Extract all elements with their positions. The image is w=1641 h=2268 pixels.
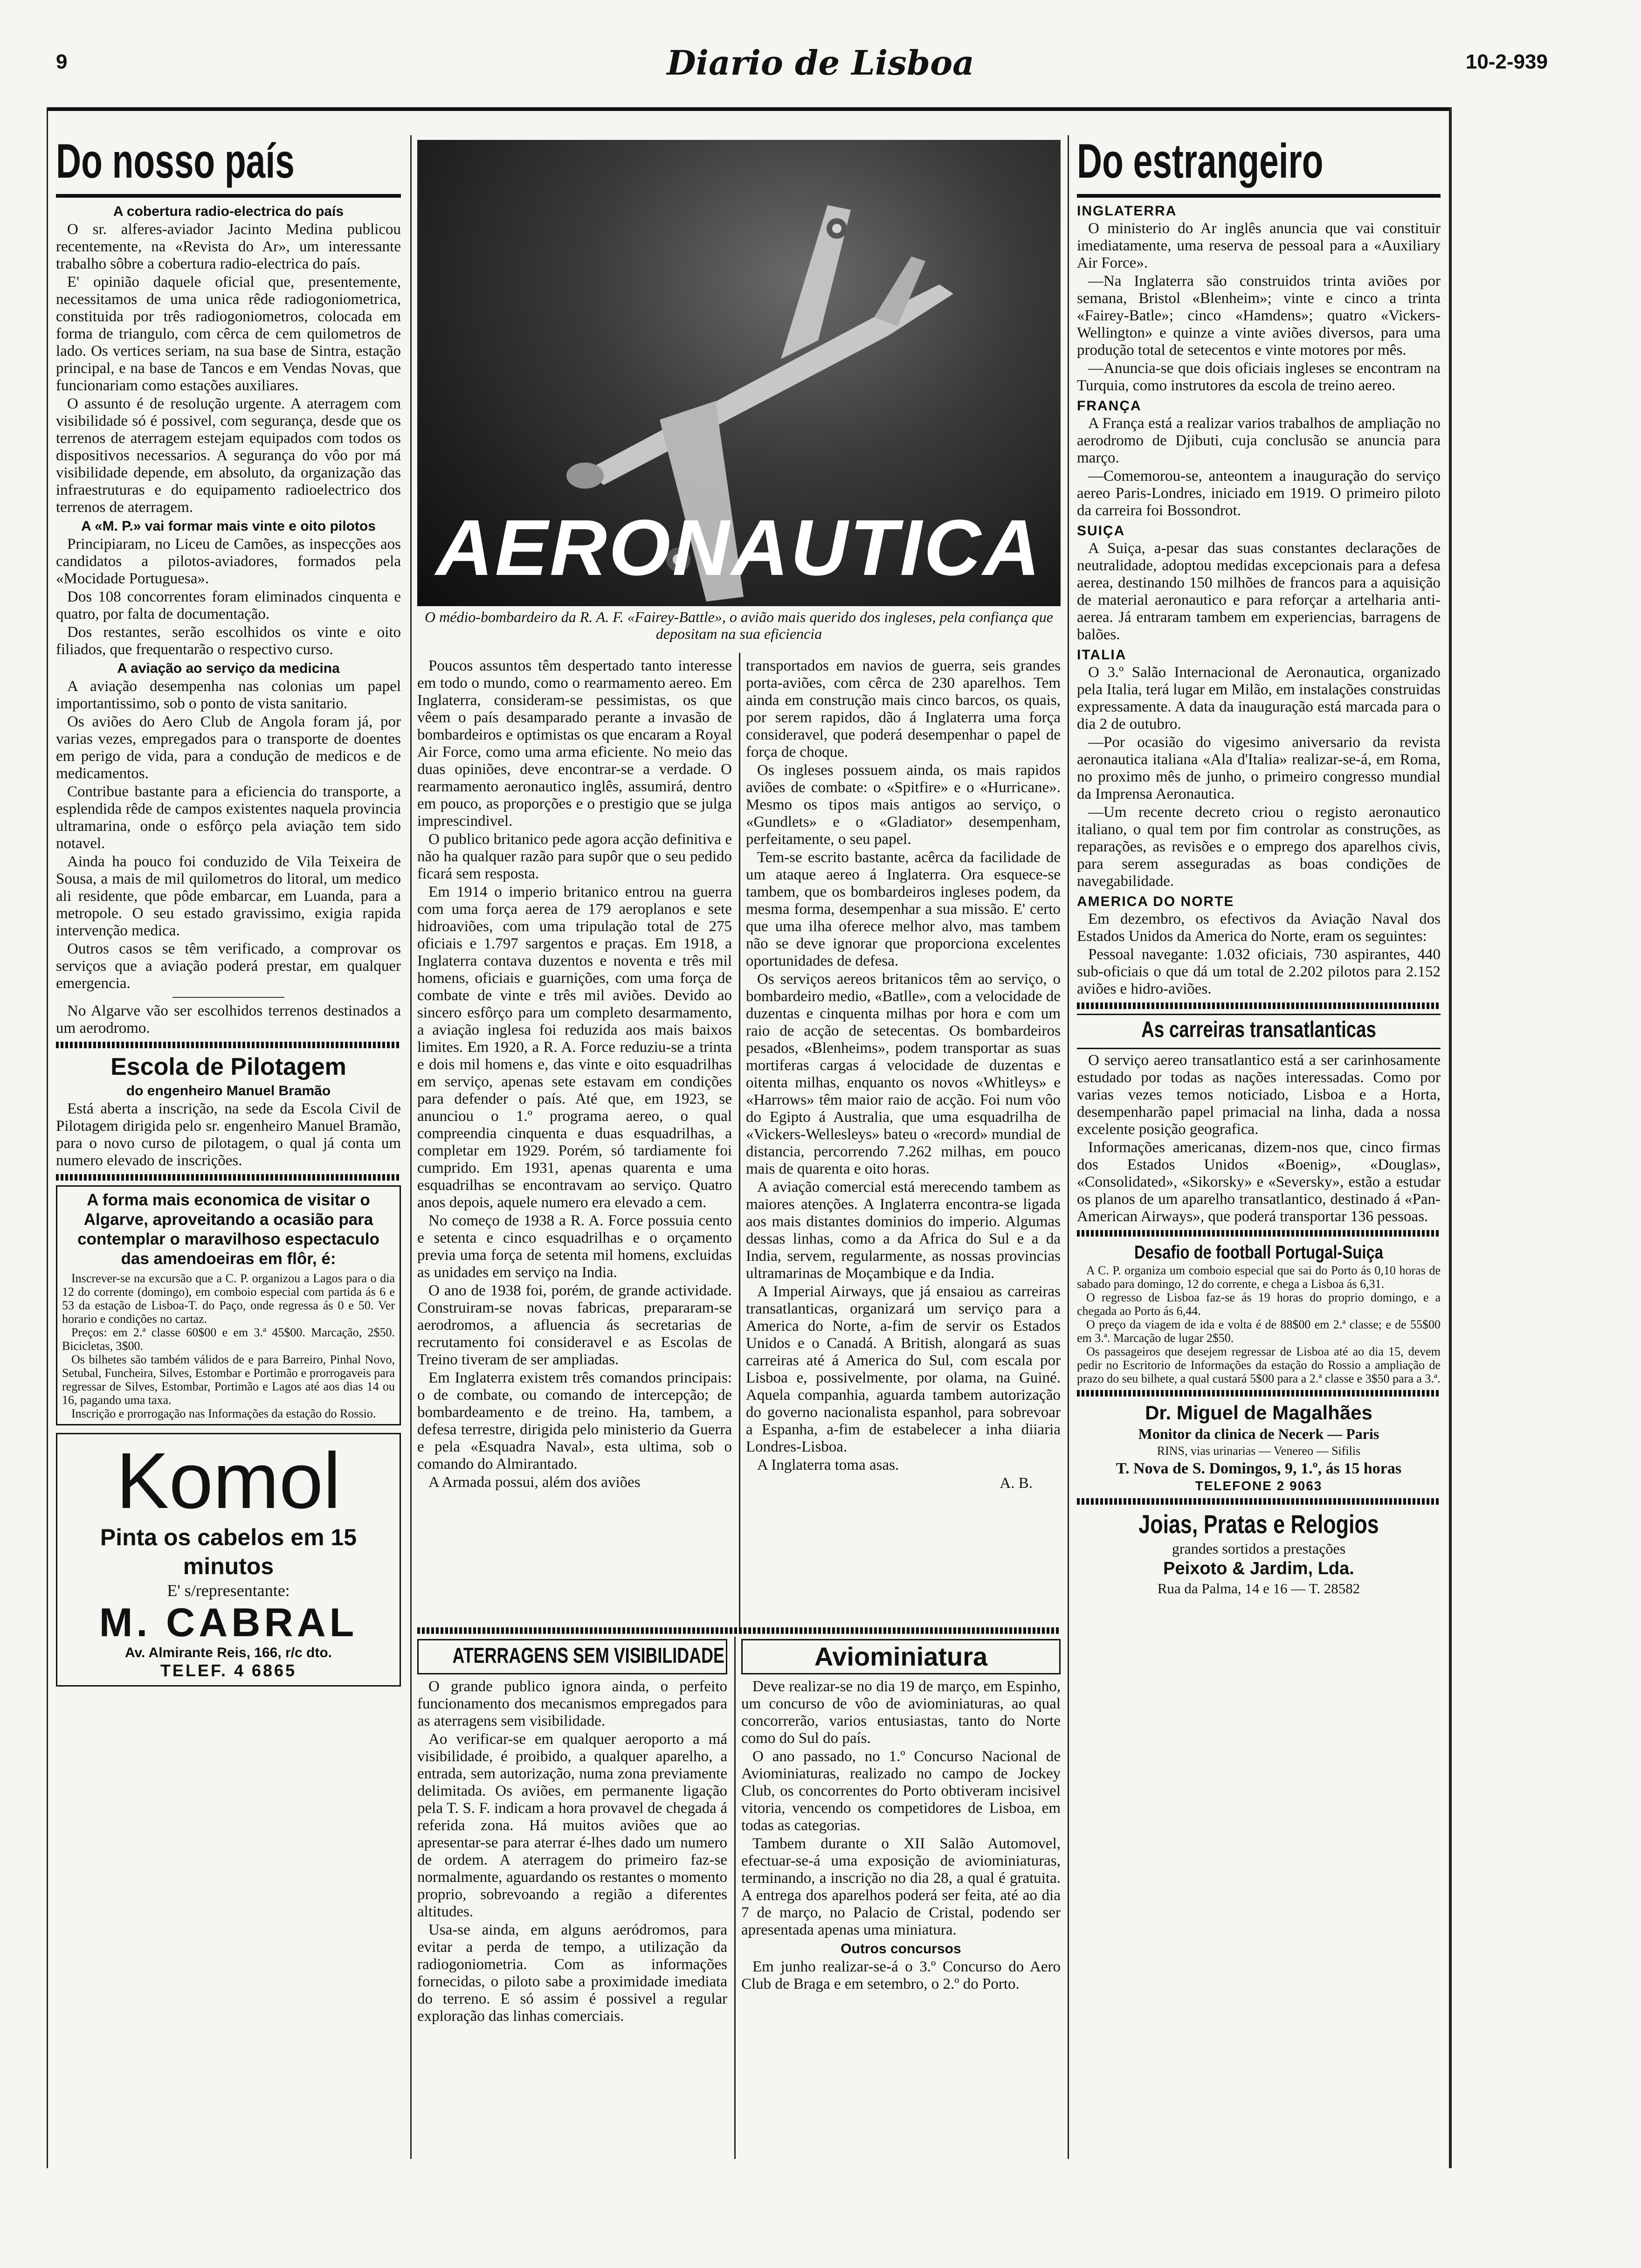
paragraph: Contribue bastante para a eficiencia do transporte, a esplendida rêde de campos existentes naquela provincia ultramarina, onde o esfôrço pela aviação tem sido notavel. (56, 783, 401, 852)
komol-brand: Komol (116, 1437, 341, 1525)
paragraph: Está aberta a inscrição, na sede da Escola Civil de Pilotagem dirigida pelo sr. engenheiro Manuel Bramão, para o novo curso de pilotagem, o qual já conta um numero elevado de inscrições. (56, 1100, 401, 1169)
subhead: Outros concursos (841, 1941, 961, 1957)
issue-date: 10-2-939 (1465, 50, 1548, 73)
left-column (56, 135, 401, 1687)
paragraph: A Suiça, a-pesar das suas constantes declarações de neutralidade, adoptou medidas excepcionais para a defesa aerea, destinando 150 milhões de francos para a aquisição de material aeronautico e para reforçar a artelharia anti-aerea. Já entraram tambem em experiencias, barragens de balões. (1077, 540, 1441, 643)
paragraph: O ano passado, no 1.º Concurso Nacional de Aviominiaturas, realizado no campo de Jockey Club, os concorrentes do Porto obtiveram incisivel vitoria, vencendo os competidores de Lisboa, em todas as categorias. (741, 1748, 1061, 1834)
photo-overlay-title: AERONAUTICA (435, 504, 1042, 592)
paragraph: O 3.º Salão Internacional de Aeronautica, organizado pela Italia, terá lugar em Milão, em instalações construidas expressamente. A data da inauguração está marcada para o dia 2 de outubro. (1077, 664, 1441, 733)
section-title-bar (56, 135, 401, 198)
paragraph: Os ingleses possuem ainda, os mais rapidos aviões de combate: o «Spitfire» e o «Hurricane». Mesmo os tipos mais antigos ao serviço, o «Gundlets» e o «Gladiator» desempenham, perfeitamente, o seu papel. (746, 762, 1061, 848)
joias-address: Rua da Palma, 14 e 16 — T. 28582 (1157, 1580, 1360, 1597)
section-title: Do estrangeiro (1077, 135, 1324, 188)
paragraph: Pessoal navegante: 1.032 oficiais, 730 aspirantes, 440 sub-oficiais o que dá um total de 2.202 pilotos para 2.152 aviões e hidro-aviões. (1077, 946, 1441, 997)
center-column-2 (746, 657, 1061, 1492)
paragraph: Os passageiros que desejem regressar de Lisboa até ao dia 15, devem pedir no Escritorio de Informações da estação do Rossio a ampliação de prazo do seu bilhete, a qual custará 5$00 para a 2.ª classe e 3$50 para a 3.ª. (1077, 1345, 1441, 1385)
paragraph: —Na Inglaterra são construidos trinta aviões por semana, Bristol «Blenheim»; vinte e cinco a trinta «Fairey-Batle»; cinco «Hamdens»; quatro «Vickers-Wellington» e quinze a vinte aviões diversos, para uma produção total de setecentos e vinte motores por mês. (1077, 273, 1441, 359)
paragraph: —Por ocasião do vigesimo aniversario da revista aeronautica italiana «Ala d'Italia» realizar-se-á, em Roma, no proximo mês de junho, o primeiro congresso mundial da Imprensa Aeronautica. (1077, 734, 1441, 802)
masthead (0, 0, 1641, 107)
joias-title: Joias, Pratas e Relogios (1138, 1509, 1379, 1539)
joias-company: Peixoto & Jardim, Lda. (1163, 1559, 1354, 1578)
aviominiatura-title: Aviominiatura (814, 1642, 988, 1671)
paragraph: Outros casos se têm verificado, a comprovar os serviços que a aviação poderá prestar, em qualquer emergencia. (56, 940, 401, 992)
paragraph: Tambem durante o XII Salão Automovel, efectuar-se-á uma exposição de aviominiaturas, terminando, a inscrição no dia 28, a qual é gratuita. A entrega dos aparelhos poderá ser feita, até ao dia 7 de março, no Palacio de Cristal, podendo ser apresentada apenas uma miniatura. (741, 1835, 1061, 1938)
dotted-divider (417, 1627, 1061, 1634)
paragraph: Os serviços aereos britanicos têm ao serviço, o bombardeiro medio, «Batlle», com a velocidade de duzentas e cinquenta milhas por hora e com um raio de acção de setecentas. Os bombardeiros pesados, «Blenheims», podem transportar as suas mortiferas cargas á velocidade de duzentas e oitenta milhas, enquanto os novos «Whitleys» e «Harrows» têm maior raio de acção. Foi num vôo do Egipto á Australia, que uma esquadrilha de «Vickers-Wellesleys» bateu o «record» mundial de distancia, percorrendo 7.262 milhas, em pouco mais de quarenta e oito horas. (746, 971, 1061, 1177)
column-rule-3 (739, 653, 740, 1627)
right-frame (1449, 107, 1452, 2168)
top-rule (47, 107, 1450, 111)
desafio-title: Desafio de football Portugal-Suiça (1134, 1242, 1383, 1263)
paragraph: O publico britanico pede agora acção definitiva e não ha qualquer razão para supôr que o seu pedido ficará sem resposta. (417, 831, 732, 882)
column-rule-4 (734, 1637, 736, 2159)
aviominiatura-article (741, 1639, 1061, 1994)
subhead: A «M. P.» vai formar mais vinte e oito pilotos (81, 519, 376, 534)
paragraph: O ano de 1938 foi, porém, de grande actividade. Construiram-se novas fabricas, prepararam-se aerodromos, a afluencia ás secretarias de recrutamento foi consideravel e as Escolas de Treino tiveram de ser ampliadas. (417, 1282, 732, 1368)
carreiras-title: As carreiras transatlanticas (1141, 1017, 1376, 1042)
paragraph: No Algarve vão ser escolhidos terrenos destinados a um aerodromo. (56, 1003, 401, 1037)
dotted-divider (1077, 1230, 1441, 1237)
right-column (1077, 135, 1441, 1598)
aviominiatura-title-box (741, 1639, 1061, 1674)
aircraft-photo (417, 140, 1061, 606)
paragraph: Poucos assuntos têm despertado tanto interesse em todo o mundo, como o rearmamento aereo. Em Inglaterra, consideram-se pessimistas, os que vêem o país desamparado perante a invasão de bombardeiros e optimistas os que encaram a Royal Air Force, como uma arma eficiente. No meio das duas opiniões, deve encontrar-se a verdade. O rearmamento aeronautico inglês, assumirá, dentro em pouco, as proporções e o prestigio que se julga imprescindivel. (417, 657, 732, 830)
paragraph: Os bilhetes são também válidos de e para Barreiro, Pinhal Novo, Setubal, Funcheira, Silves, Estombar e Portimão e prorrogaveis para regressar de Silves, Estombar, Portimão e Lagos até aos dias 14 ou 16, pagando uma taxa. (62, 1353, 395, 1407)
escola-title: Escola de Pilotagem (110, 1053, 346, 1080)
doctor-telephone: TELEFONE 2 9063 (1195, 1479, 1323, 1493)
newspaper-title: Diario de Lisboa (667, 43, 974, 83)
country-heading: SUIÇA (1077, 523, 1125, 539)
joias-subtitle: grandes sortidos a prestações (1172, 1540, 1346, 1557)
paragraph: Dos 108 concorrentes foram eliminados cinquenta e quatro, por falta de documentação. (56, 588, 401, 622)
paragraph: Em 1914 o imperio britanico entrou na guerra com uma força aerea de 179 aeroplanos e sete hidroaviões, com uma tripulação total de 275 oficiais e 1.797 sargentos e praças. Em 1918, a Inglaterra contava duzentos e noventa e três mil homens, oficiais e guarnições, com uma força de combate de vinte e três mil aviões. Devido ao sincero esfôrço para um completo desarmamento, a aviação inglesa foi reduzida aos mais baixos limites. Em 1920, a R. A. Force reduziu-se a trinta e dois mil homens e, das vinte e oito esquadrilhas em serviço, apenas sete estavam em condições para defender o país. Até que, em 1923, se anunciou o 1.º programa aereo, o qual compreendia cinquenta e duas esquadrilhas, a completar em 1929. Porém, só tardiamente foi cumprido. Em 1931, apenas quarenta e uma esquadrilhas se encontravam ao serviço. Quatro anos depois, aquele numero era elevado a cem. (417, 884, 732, 1211)
komol-ad (56, 1433, 401, 1687)
column-rule-2 (1068, 135, 1069, 2159)
paragraph: O grande publico ignora ainda, o perfeito funcionamento dos mecanismos empregados para as aterragens sem visibilidade. (417, 1678, 727, 1729)
paragraph: Tem-se escrito bastante, acêrca da facilidade de um ataque aereo á Inglaterra. Ora esquece-se tambem, que os bombardeiros ingleses podem, da mesma forma, desempenhar a sua missão. E' certo que uma ilha oferece melhor alvo, mas tambem não se deve ignorar que proporciona excelentes oportunidades de defesa. (746, 849, 1061, 969)
paragraph: —Anuncia-se que dois oficiais ingleses se encontram na Turquia, como instrutores da escola de treino aereo. (1077, 360, 1441, 394)
paragraph: Dos restantes, serão escolhidos os vinte e oito filiados, que frequentarão o respectivo curso. (56, 624, 401, 658)
column-rule-1 (410, 135, 412, 2159)
doctor-ad (1077, 1401, 1441, 1494)
section-title-bar (1077, 135, 1441, 198)
carreiras-title-box (1077, 1014, 1441, 1049)
paragraph: A Inglaterra toma asas. (757, 1457, 899, 1473)
komol-rep: E' s/representante: (167, 1581, 290, 1600)
dotted-divider (1077, 1003, 1441, 1009)
paragraph: transportados em navios de guerra, seis grandes porta-aviões, com cêrca de 230 aparelhos. Tem ainda em construção mais cinco barcos, os quais, por serem rapidos, dão á Inglaterra uma força consideravel, que poderá desempenhar o papel de força de choque. (746, 657, 1061, 761)
page-number: 9 (56, 50, 68, 73)
paragraph: Principiaram, no Liceu de Camões, as inspecções aos candidatos a pilotos-aviadores, formados pela «Mocidade Portuguesa». (56, 536, 401, 587)
paragraph: Ainda ha pouco foi conduzido de Vila Teixeira de Sousa, a mais de mil quilometros do litoral, um medico ali residente, que pôde embarcar, em Luanda, para a metropole. O seu estado gravissimo, exigia rapida intervenção medica. (56, 853, 401, 939)
doctor-specialty: RINS, vias urinarias — Venereo — Sifilis (1157, 1444, 1361, 1458)
article-signature: A. B. (1000, 1475, 1033, 1492)
aterragens-title-box (417, 1639, 727, 1674)
paragraph: Em dezembro, os efectivos da Aviação Naval dos Estados Unidos da America do Norte, eram os seguintes: (1077, 911, 1441, 945)
paragraph: Informações americanas, dizem-nos que, cinco firmas dos Estados Unidos «Boenig», «Douglas», «Consolidated», «Sikorsky» e «Seversky», estão a estudar os planos de um aparelho transatlantico, destinado á «Pan-American Airways», que poderá transportar 136 pessoas. (1077, 1139, 1441, 1225)
center-column-1 (417, 657, 732, 1492)
dotted-divider (56, 1042, 401, 1048)
joias-ad (1077, 1509, 1441, 1598)
paragraph: A aviação comercial está merecendo tambem as maiores atenções. A Inglaterra encontra-se ligada aos mais distantes dominios do imperio. Algumas dessas linhas, como a da Africa do Sul e a da India, servem, regularmente, as nossas provincias ultramarinas de Moçambique e da India. (746, 1179, 1061, 1282)
paragraph: Inscrever-se na excursão que a C. P. organizou a Lagos para o dia 12 do corrente (domingo), em comboio especial com partida ás 6 e 53 da estação de Lisboa-T. do Paço, onde regressa ás 0 e 50. Ver horario e condições no cartaz. (62, 1272, 395, 1326)
komol-name: M. CABRAL (99, 1600, 358, 1645)
divider (172, 997, 284, 998)
paragraph: —Comemorou-se, anteontem a inauguração do serviço aereo Paris-Londres, iniciado em 1919. O primeiro piloto da carreira foi Bossondrot. (1077, 468, 1441, 519)
paragraph: Usa-se ainda, em alguns aeródromos, para evitar a perda de tempo, a utilização da radiogoniometria. Com as informações fornecidas, o piloto sabe a proximidade imediata do terreno. E só assim é possivel a regular exploração das linhas comerciais. (417, 1922, 727, 2025)
algarve-box (56, 1185, 401, 1425)
paragraph: A C. P. organiza um comboio especial que sai do Porto ás 0,10 horas de sabado para domingo, 12 do corrente, e chega a Lisboa ás 6,31. (1077, 1264, 1441, 1291)
paragraph: A Armada possui, além dos aviões (428, 1474, 641, 1491)
paragraph: Os aviões do Aero Club de Angola foram já, por varias vezes, empregados para o transporte de doentes em perigo de vida, para a condução de medicos e de medicamentos. (56, 713, 401, 782)
aterragens-article (417, 1639, 727, 2026)
country-heading: AMERICA DO NORTE (1077, 894, 1234, 909)
paragraph: A França está a realizar varios trabalhos de ampliação no aerodromo de Djibuti, cuja conclusão se anuncia para março. (1077, 415, 1441, 466)
paragraph: O ministerio do Ar inglês anuncia que vai constituir imediatamente, uma reserva de pessoal para a «Auxiliary Air Force». (1077, 220, 1441, 271)
dotted-divider (1077, 1390, 1441, 1397)
paragraph: A Imperial Airways, que já ensaiou as carreiras transatlanticas, organizará um serviço para a America do Norte, a-fim de servir os Estados Unidos e o Canadá. A British, alongará as suas carreiras até á America do Sul, com escala por Lisboa e, possivelmente, por olama, na Guiné. Aquela companhia, aguarda tambem autorização do governo nacionalista espanhol, para sobrevoar a Espanha, a-fim de estabelecer a inha diiaria Londres-Lisboa. (746, 1283, 1061, 1455)
paragraph: Em junho realizar-se-á o 3.º Concurso do Aero Club de Braga e em setembro, o 2.º do Porto. (741, 1958, 1061, 1992)
dotted-divider (1077, 1498, 1441, 1505)
country-heading: INGLATERRA (1077, 203, 1177, 219)
subhead: A cobertura radio-electrica do país (113, 204, 344, 219)
country-heading: ITALIA (1077, 647, 1127, 663)
paragraph: A aviação desempenha nas colonias um papel importantissimo, sob o ponto de vista sanitario. (56, 678, 401, 712)
paragraph: Ao verificar-se em qualquer aeroporto a má visibilidade, é proibido, a qualquer aparelho, a entrada, sem autorização, numa zona previamente delimitada. Os aviões, em permanente ligação pela T. S. F. indicam a hora provavel de chegada á referida zona. Há muitos aviões que ao apresentar-se para aterrar é-lhes dado um numero de ordem. A aterragem do primeiro faz-se normalmente, aguardando os restantes o momento proprio, sobrevoando a região a diferentes altitudes. (417, 1731, 727, 1920)
subhead: A aviação ao serviço da medicina (117, 661, 340, 676)
aterragens-title: ATERRAGENS SEM VISIBILIDADE (452, 1643, 724, 1667)
paragraph: Inscrição e prorrogação nas Informações da estação do Rossio. (71, 1407, 376, 1420)
paragraph: O assunto é de resolução urgente. A aterragem com visibilidade só é possivel, com segurança, desde que os terrenos de aterragem estejam equipados com todos os dispositivos necessarios. A segurança do vôo por má visibilidade depende, em absoluto, da organização das infraestruturas e do equipamento radioelectrico dos terrenos de aterragem. (56, 395, 401, 516)
paragraph: O serviço aereo transatlantico está a ser carinhosamente estudado por todas as nações interessadas. Como por varias vezes temos noticiado, Lisboa e a Horta, desempenharão papel primacial na linha, dada a nossa excelente posição geografica. (1077, 1052, 1441, 1138)
paragraph: —Um recente decreto criou o registo aeronautico italiano, o qual tem por fim controlar as construções, as reparações, as revisões e o emprego dos aparelhos civis, para serem asseguradas as boas condições de navegabilidade. (1077, 804, 1441, 890)
left-frame (47, 107, 48, 2168)
paragraph: No começo de 1938 a R. A. Force possuia cento e setenta e cinco esquadrilhas e o orçamento previa uma força de setenta mil homens, excluidas as unidades em serviço na India. (417, 1212, 732, 1281)
country-heading: FRANÇA (1077, 398, 1142, 414)
dotted-divider (56, 1174, 401, 1181)
paragraph: O preço da viagem de ida e volta é de 88$00 em 2.ª classe; e de 55$00 em 3.ª. Marcação de lugar 2$50. (1077, 1318, 1441, 1345)
komol-telephone: TELEF. 4 6865 (160, 1661, 297, 1680)
algarve-headline: A forma mais economica de visitar o Algarve, aproveitando a ocasião para contemplar o maravilhoso espectaculo das amendoeiras em flôr, é: (77, 1191, 379, 1268)
paragraph: Deve realizar-se no dia 19 de março, em Espinho, um concurso de vôo de aviominiaturas, ao qual concorrerão, varios entusiastas, tanto do Norte como do Sul do país. (741, 1678, 1061, 1747)
doctor-subtitle: Monitor da clinica de Necerk — Paris (1138, 1425, 1379, 1442)
doctor-name: Dr. Miguel de Magalhães (1145, 1402, 1372, 1424)
section-title: Do nosso país (56, 135, 295, 188)
paragraph: Em Inglaterra existem três comandos principais: o de combate, ou comando de intercepção; de bombardeamento e de treino. Ha, tambem, a defesa terrestre, dirigida pelo ministerio da Guerra e pela «Esquadra Naval», esta ultima, sob o comando do Almirantado. (417, 1369, 732, 1473)
photo-caption: O médio-bombardeiro da R. A. F. «Fairey-Battle», o avião mais querido dos ingleses, pela confiança que depositam na sua eficiencia (425, 608, 1053, 642)
doctor-address: T. Nova de S. Domingos, 9, 1.º, ás 15 horas (1116, 1460, 1402, 1477)
paragraph: O regresso de Lisboa faz-se ás 19 horas do proprio domingo, e a chegada ao Porto ás 6,44. (1077, 1291, 1441, 1318)
escola-subtitle: do engenheiro Manuel Bramão (126, 1083, 331, 1099)
paragraph: Preços: em 2.ª classe 60$00 e em 3.ª 45$00. Marcação, 2$50. Bicicletas, 3$00. (62, 1326, 395, 1353)
komol-address: Av. Almirante Reis, 166, r/c dto. (124, 1645, 332, 1660)
paragraph: O sr. alferes-aviador Jacinto Medina publicou recentemente, na «Revista do Ar», um interessante trabalho sôbre a cobertura radio-electrica do país. (56, 221, 401, 272)
paragraph: E' opinião daquele oficial que, presentemente, necessitamos de uma unica rêde radiogoniometrica, constituida por três radiogoniometros, colocada em forma de triangulo, com cêrca de cem quilometros de lado. Os vertices seriam, na sua base de Sintra, estação principal, e na base de Tancos e em Vendas Novas, que funcionariam como estações auxiliares. (56, 274, 401, 394)
komol-slogan: Pinta os cabelos em 15 minutos (100, 1524, 357, 1579)
